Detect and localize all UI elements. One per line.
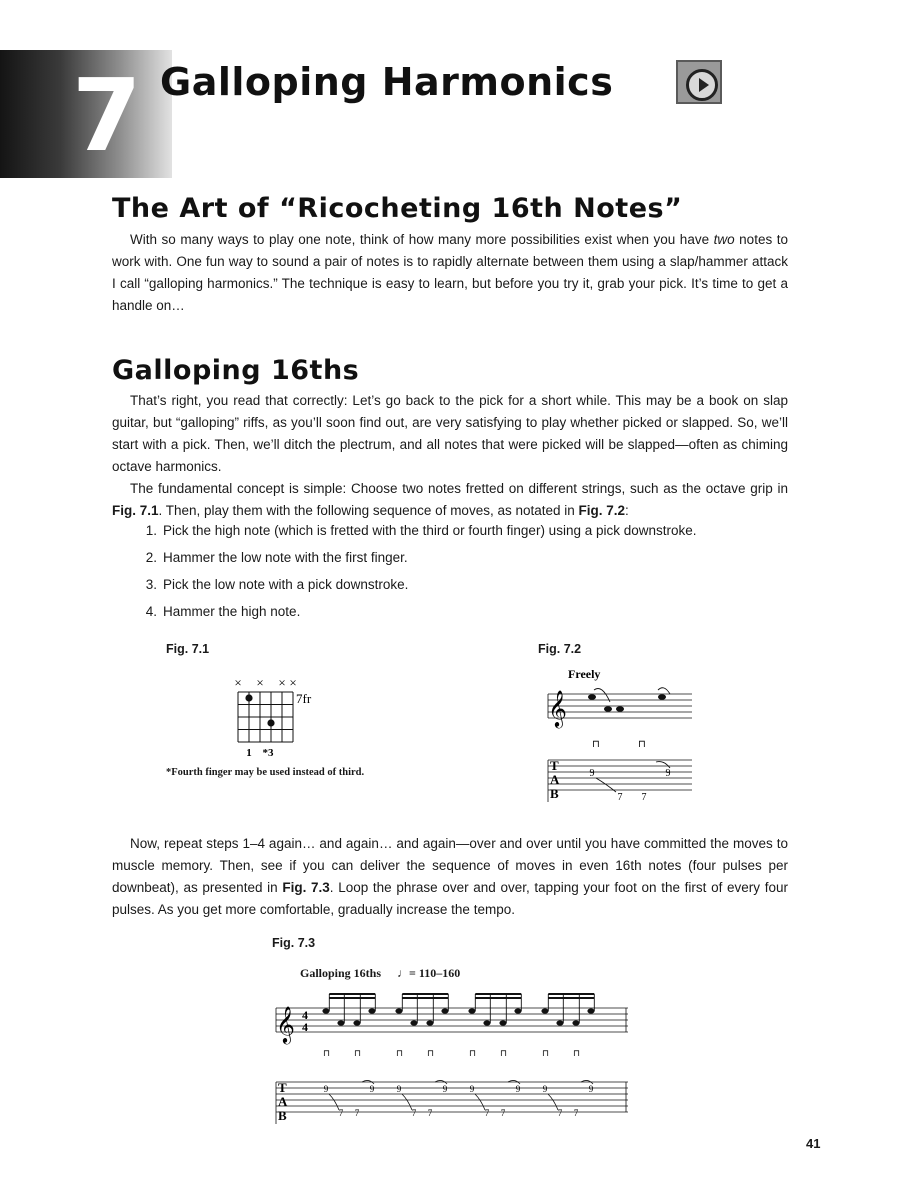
note-head xyxy=(483,1020,490,1025)
mute-mark: × xyxy=(256,675,264,690)
note-head xyxy=(368,1008,375,1013)
pick-down-icon: ⊓ xyxy=(592,739,600,750)
pick-down-icon: ⊓ xyxy=(469,1048,477,1058)
tab-slur xyxy=(402,1094,412,1110)
step-text: Pick the high note (which is fretted with the third or fourth finger) using a pick downstroke. xyxy=(163,523,697,538)
play-video-icon[interactable] xyxy=(676,60,722,104)
chord-diagram xyxy=(228,672,328,762)
tab-number: 9 xyxy=(515,1084,521,1094)
intro-text-2: notes to work with. One fun way to sound a pair of notes is to rapidly alternate between them using a slap/hammer attack I call “galloping harmonics.” The technique is easy to learn, but before you try it, grab your pick. It’s time to get a handle on… xyxy=(112,232,788,313)
galloping-text-1: That’s right, you read that correctly: Let’s go back to the pick for a short while. This may be a book on slap guitar, but “galloping” riffs, as you’ll soon find out, are very satisfying to play whether picked or slapped. So, we’ll start with a pick. Then, we’ll ditch the plectrum, and all notes that were picked will be slapped—often as chiming octave harmonics. xyxy=(112,393,788,474)
note-head xyxy=(587,1008,594,1013)
time-sig-top: 4 xyxy=(302,1008,308,1022)
concept-text-3: : xyxy=(625,503,629,518)
fig-7-1-label: Fig. 7.1 xyxy=(166,642,210,656)
finger-dot xyxy=(245,694,252,701)
tab-number: 9 xyxy=(588,1084,594,1094)
tab-number: 7 xyxy=(557,1108,563,1118)
note-head xyxy=(337,1020,344,1025)
pick-down-icon: ⊓ xyxy=(323,1048,331,1058)
tab-number: 9 xyxy=(469,1084,475,1094)
intro-paragraph xyxy=(112,229,788,317)
fig-7-3-title: Galloping 16ths xyxy=(300,966,382,980)
note-head xyxy=(499,1020,506,1025)
step-number: 1. xyxy=(145,523,157,538)
pick-down-icon: ⊓ xyxy=(354,1048,362,1058)
tab-number: 7 xyxy=(617,792,623,803)
tab-number: 7 xyxy=(338,1108,344,1118)
finger-dot xyxy=(267,719,274,726)
pick-down-icon: ⊓ xyxy=(542,1048,550,1058)
play-triangle-icon xyxy=(699,78,709,92)
practice-text-1: Now, repeat steps 1–4 again… and again… and again—over and over until you have committed the moves to muscle memory. Then, see if you can deliver the sequence of moves in even 16th notes (four pulses per downbeat), as presented in xyxy=(112,836,788,895)
list-item xyxy=(112,574,697,601)
tab-number: 9 xyxy=(396,1084,402,1094)
pick-down-icon: ⊓ xyxy=(396,1048,404,1058)
finger-number: 1 xyxy=(246,747,252,759)
tab-number: 9 xyxy=(665,768,671,779)
tab-slur xyxy=(475,1094,485,1110)
fig-7-3-title-row xyxy=(300,966,460,981)
note-head xyxy=(572,1020,579,1025)
tab-number: 9 xyxy=(442,1084,448,1094)
concept-text-2: . Then, play them with the following sequence of moves, as notated in xyxy=(158,503,579,518)
quarter-note-icon: ♩ xyxy=(397,966,410,980)
tab-slur xyxy=(548,1094,558,1110)
tab-number: 9 xyxy=(542,1084,548,1094)
step-number: 2. xyxy=(145,550,157,565)
tab-letter: A xyxy=(550,772,560,787)
tab-letter: A xyxy=(278,1094,288,1109)
chapter-number: 7 xyxy=(72,57,140,174)
concept-text-1: The fundamental concept is simple: Choose two notes fretted on different strings, such as the octave grip in xyxy=(130,481,788,496)
tab-number: 7 xyxy=(484,1108,490,1118)
mute-mark: × xyxy=(289,675,297,690)
tempo-marking: Freely xyxy=(568,667,601,681)
note-head xyxy=(322,1008,329,1013)
note-head xyxy=(556,1020,563,1025)
pick-down-icon: ⊓ xyxy=(573,1048,581,1058)
note-head xyxy=(426,1020,433,1025)
fret-label: 7fr xyxy=(296,691,312,706)
note-head xyxy=(541,1008,548,1013)
step-text: Hammer the low note with the first finger. xyxy=(163,550,408,565)
fig-7-2-label: Fig. 7.2 xyxy=(538,642,582,656)
tab-number: 9 xyxy=(589,768,595,779)
chapter-title: Galloping Harmonics xyxy=(160,60,614,104)
intro-text-emphasis: two xyxy=(713,232,735,247)
tab-number: 7 xyxy=(641,792,647,803)
note-head xyxy=(353,1020,360,1025)
fig-7-3-label: Fig. 7.3 xyxy=(272,936,316,950)
list-item xyxy=(112,547,697,574)
step-text: Pick the low note with a pick downstroke. xyxy=(163,577,409,592)
time-sig-bottom: 4 xyxy=(302,1020,308,1034)
section-heading-galloping: Galloping 16ths xyxy=(112,355,360,386)
tab-number: 7 xyxy=(573,1108,579,1118)
notes xyxy=(588,694,666,712)
note-head xyxy=(395,1008,402,1013)
galloping-paragraph-2 xyxy=(112,478,788,522)
list-item xyxy=(112,520,697,547)
pick-down-icon: ⊓ xyxy=(427,1048,435,1058)
fig-ref-7-1: Fig. 7.1 xyxy=(112,503,159,518)
steps-list xyxy=(112,520,697,628)
list-item xyxy=(112,601,697,628)
pick-down-icon: ⊓ xyxy=(638,739,646,750)
practice-text-2: . Loop the phrase over and over, tapping your foot on the first of every four pulses. As you get more comfortable, gradually increase the tempo. xyxy=(112,880,789,917)
section-heading-art: The Art of “Ricocheting 16th Notes” xyxy=(112,193,683,224)
step-number: 3. xyxy=(145,577,157,592)
staff-lines xyxy=(548,694,692,718)
fig-ref-7-3: Fig. 7.3 xyxy=(282,880,330,895)
tab-letter: T xyxy=(278,1080,287,1095)
tab-letter: B xyxy=(550,786,559,801)
practice-paragraph xyxy=(112,833,788,921)
pick-down-icon: ⊓ xyxy=(500,1048,508,1058)
note-head xyxy=(441,1008,448,1013)
tab-number: 7 xyxy=(500,1108,506,1118)
tab-number: 7 xyxy=(354,1108,360,1118)
mute-mark: × xyxy=(234,675,242,690)
fig-ref-7-2: Fig. 7.2 xyxy=(578,503,626,518)
tab-slur xyxy=(329,1094,339,1110)
notation-fig-7-2 xyxy=(540,662,700,810)
tab-letter: T xyxy=(550,758,559,773)
mute-mark: × xyxy=(278,675,286,690)
tab-number: 9 xyxy=(369,1084,375,1094)
galloping-paragraph-1 xyxy=(112,390,788,478)
tab-number: 9 xyxy=(323,1084,329,1094)
play-circle-icon xyxy=(686,69,718,101)
step-text: Hammer the high note. xyxy=(163,604,301,619)
intro-text-1: With so many ways to play one note, think of how many more possibilities exist when you have xyxy=(130,232,714,247)
page-number: 41 xyxy=(806,1136,821,1151)
tempo-value: = 110–160 xyxy=(409,966,461,980)
fig-7-1-footnote: *Fourth finger may be used instead of third. xyxy=(166,767,365,778)
treble-clef-icon: 𝄞 xyxy=(548,690,567,726)
finger-number: *3 xyxy=(262,747,274,759)
tab-number: 7 xyxy=(411,1108,417,1118)
step-number: 4. xyxy=(145,604,157,619)
tab-number: 7 xyxy=(427,1108,433,1118)
notation-fig-7-3 xyxy=(272,990,632,1135)
treble-clef-icon: 𝄞 xyxy=(276,1006,295,1042)
tab-letter: B xyxy=(278,1108,287,1123)
note-head xyxy=(468,1008,475,1013)
note-head xyxy=(410,1020,417,1025)
note-head xyxy=(514,1008,521,1013)
